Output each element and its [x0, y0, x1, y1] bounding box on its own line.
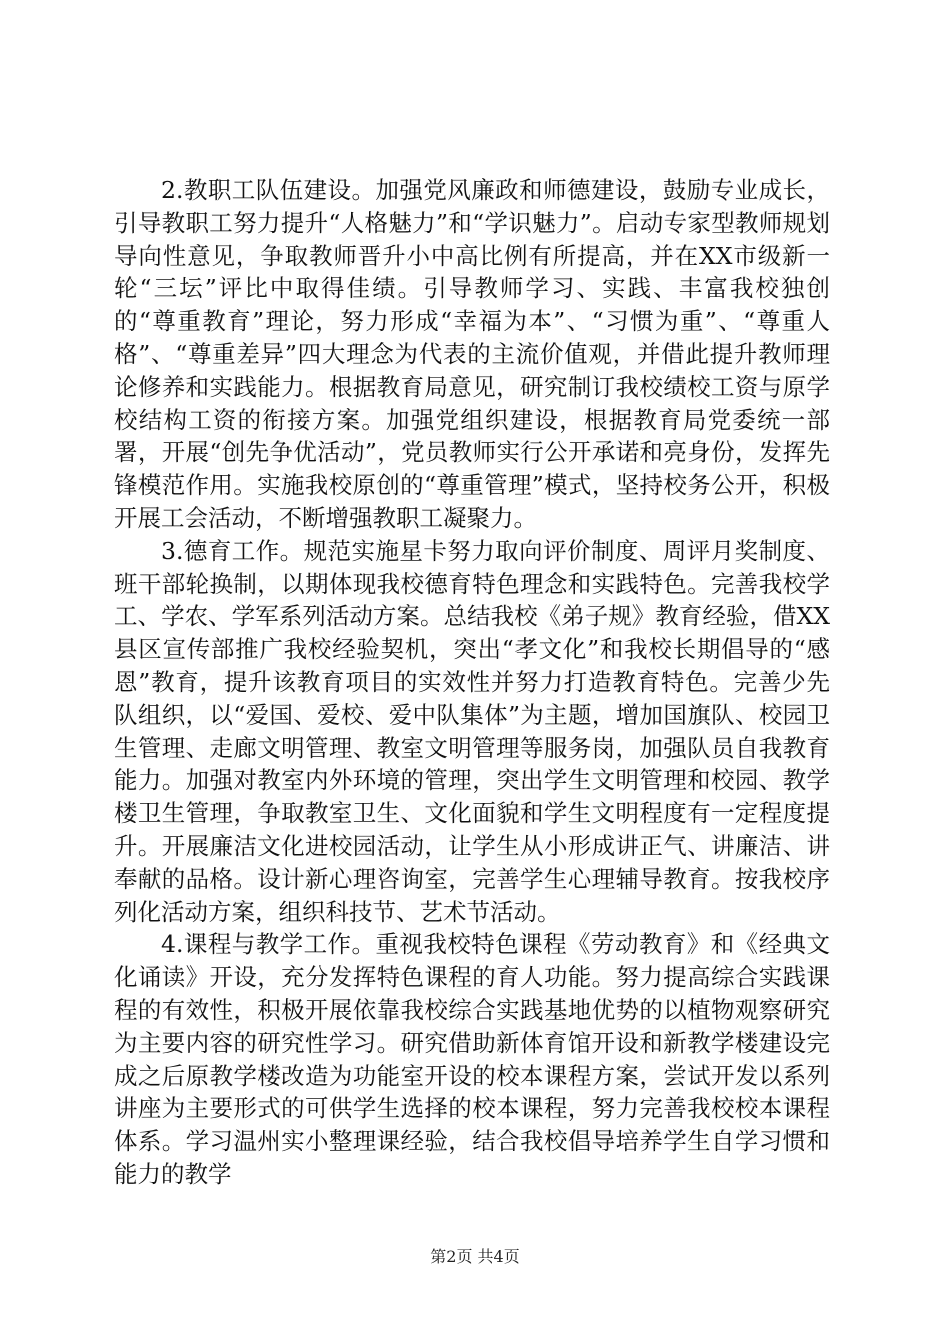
- page-number-footer: 第2页 共4页: [430, 1247, 520, 1266]
- paragraph-staff-building: 2.教职工队伍建设。加强党风廉政和师德建设，鼓励专业成长，引导教职工努力提升“人格魅力”和“学识魅力”。启动专家型教师规划导向性意见，争取教师晋升小中高比例有所提高，并在XX市级新一轮“三坛”评比中取得佳绩。引导教师学习、实践、丰富我校独创的“尊重教育”理论，努力形成“幸福为本”、“习惯为重”、“尊重人格”、“尊重差异”四大理念为代表的主流价值观，并借此提升教师理论修养和实践能力。根据教育局意见，研究制订我校绩校工资与原学校结构工资的衔接方案。加强党组织建设，根据教育局党委统一部署，开展“创先争优活动”，党员教师实行公开承诺和亮身份，发挥先锋模范作用。实施我校原创的“尊重管理”模式，坚持校务公开，积极开展工会活动，不断增强教职工凝聚力。: [114, 176, 830, 532]
- paragraph-moral-education: 3.德育工作。规范实施星卡努力取向评价制度、周评月奖制度、班干部轮换制，以期体现我校德育特色理念和实践特色。完善我校学工、学农、学军系列活动方案。总结我校《弟子规》教育经验，借XX县区宣传部推广我校经验契机，突出“孝文化”和我校长期倡导的“感恩”教育，提升该教育项目的实效性并努力打造教育特色。完善少先队组织，以“爱国、爱校、爱中队集体”为主题，增加国旗队、校园卫生管理、走廊文明管理、教室文明管理等服务岗，加强队员自我教育能力。加强对教室内外环境的管理，突出学生文明管理和校园、教学楼卫生管理，争取教室卫生、文化面貌和学生文明程度有一定程度提升。开展廉洁文化进校园活动，让学生从小形成讲正气、讲廉洁、讲奉献的品格。设计新心理咨询室，完善学生心理辅导教育。按我校序列化活动方案，组织科技节、艺术节活动。: [114, 536, 830, 926]
- paragraph-curriculum-teaching: 4.课程与教学工作。重视我校特色课程《劳动教育》和《经典文化诵读》开设，充分发挥特色课程的育人功能。努力提高综合实践课程的有效性，积极开展依靠我校综合实践基地优势的以植物观察研究为主要内容的研究性学习。研究借助新体育馆开设和新教学楼建设完成之后原教学楼改造为功能室开设的校本课程方案，尝试开发以系列讲座为主要形式的可供学生选择的校本课程，努力完善我校校本课程体系。学习温州实小整理课经验，结合我校倡导培养学生自学习惯和能力的教学: [114, 930, 830, 1188]
- document-body: [114, 174, 830, 1191]
